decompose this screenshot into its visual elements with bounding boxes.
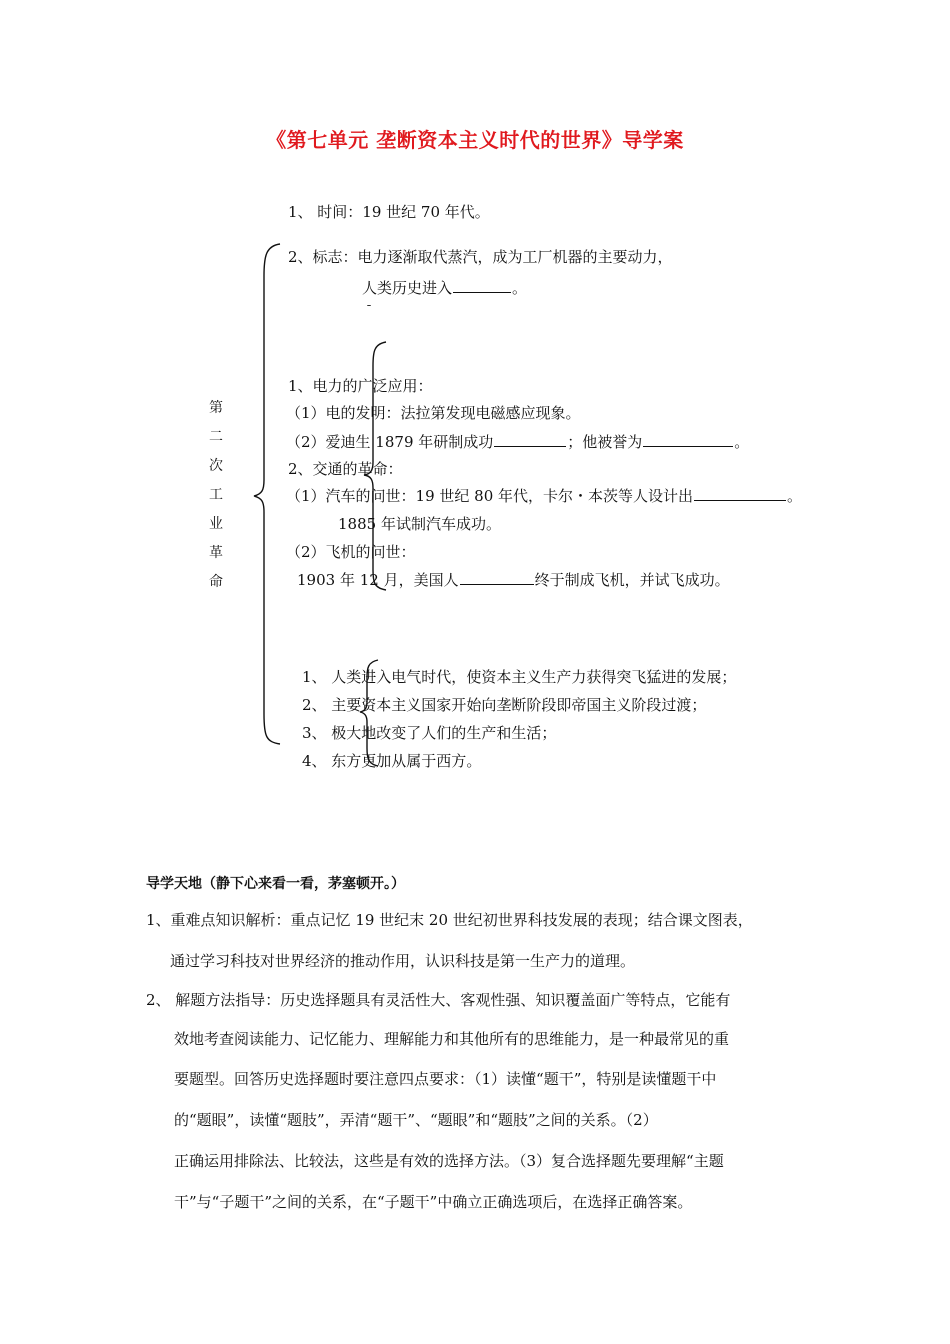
- car-text: （1）汽车的问世：19 世纪 80 年代，卡尔・本茨等人设计出: [286, 487, 694, 505]
- guide-p1-line: 1、重难点知识解析：重点记忆 19 世纪末 20 世纪初世界科技发展的表现；结合课文图表，: [146, 911, 753, 929]
- vertical-char: 第: [209, 400, 223, 416]
- impact-item: 3、 极大地改变了人们的生产和生活；: [302, 724, 557, 742]
- sign-line: 2、标志：电力逐渐取代蒸汽，成为工厂机器的主要动力，: [288, 248, 673, 266]
- big-brace: [254, 244, 280, 744]
- transport-heading: 2、交通的革命：: [288, 460, 403, 478]
- guide-p2-line: 的“题眼”，读懂“题肢”，弄清“题干”、“题眼”和“题肢”之间的关系。（2）: [174, 1111, 658, 1129]
- electricity-heading: 1、电力的广泛应用：: [288, 377, 433, 395]
- edison-mid: ；他被誉为: [567, 433, 643, 451]
- electricity-item-2: [286, 432, 749, 452]
- guide-p2-line: 效地考查阅读能力、记忆能力、理解能力和其他所有的思维能力，是一种最常见的重: [174, 1030, 730, 1048]
- guide-p2-line: 正确运用排除法、比较法，这些是有效的选择方法。（3）复合选择题先要理解“主题: [174, 1152, 724, 1170]
- impact-item: 1、 人类进入电气时代，使资本主义生产力获得突飞猛进的发展；: [302, 668, 737, 686]
- vertical-label: [207, 398, 225, 601]
- vertical-char: 命: [209, 574, 223, 590]
- vertical-char: 次: [209, 458, 223, 474]
- electricity-item-1: （1）电的发明：法拉第发现电磁感应现象。: [286, 404, 581, 422]
- vertical-char: 工: [209, 487, 223, 503]
- guide-p2-line: 要题型。回答历史选择题时要注意四点要求：（1）读懂“题干”，特别是读懂题干中: [174, 1070, 717, 1088]
- vertical-char: 革: [209, 545, 223, 561]
- impact-item: 2、 主要资本主义国家开始向垄断阶段即帝国主义阶段过渡；: [302, 696, 707, 714]
- edison-text: （2）爱迪生 1879 年研制成功: [286, 433, 494, 451]
- guide-p2-line: 干”与“子题干”之间的关系，在“子题干”中确立正确选项后，在选择正确答案。: [174, 1193, 693, 1211]
- era-end: 。: [512, 279, 528, 297]
- era-text: 人类历史进入: [362, 279, 453, 297]
- time-line: 1、 时间：19 世纪 70 年代。: [288, 203, 490, 221]
- page-title: 《第七单元 垄断资本主义时代的世界》导学案: [266, 128, 684, 152]
- stray-mark: ¯: [366, 303, 372, 317]
- plane-blank: [460, 570, 534, 585]
- edison-end: 。: [734, 433, 750, 451]
- transport-item-2: （2）飞机的问世：: [286, 543, 416, 561]
- car-blank: [694, 486, 786, 501]
- era-blank: [453, 278, 511, 293]
- vertical-char: 业: [209, 516, 223, 532]
- edison-blank-1: [494, 432, 566, 447]
- era-line: [362, 278, 527, 298]
- guide-heading: 导学天地（静下心来看一看，茅塞顿开。）: [146, 876, 405, 892]
- transport-item-1: [286, 486, 802, 506]
- plane-end: 终于制成飞机，并试飞成功。: [534, 571, 730, 589]
- plane-text: 1903 年 12 月，美国人: [297, 571, 459, 589]
- impact-item: 4、 东方更加从属于西方。: [302, 752, 482, 770]
- vertical-char: 二: [209, 429, 223, 445]
- edison-blank-2: [643, 432, 733, 447]
- plane-line: [297, 570, 730, 590]
- guide-p2-line: 2、 解题方法指导：历史选择题具有灵活性大、客观性强、知识覆盖面广等特点，它能有: [146, 991, 731, 1009]
- guide-p1-line: 通过学习科技对世界经济的推动作用，认识科技是第一生产力的道理。: [170, 952, 636, 970]
- car-year-line: 1885 年试制汽车成功。: [338, 515, 501, 533]
- car-end: 。: [787, 487, 803, 505]
